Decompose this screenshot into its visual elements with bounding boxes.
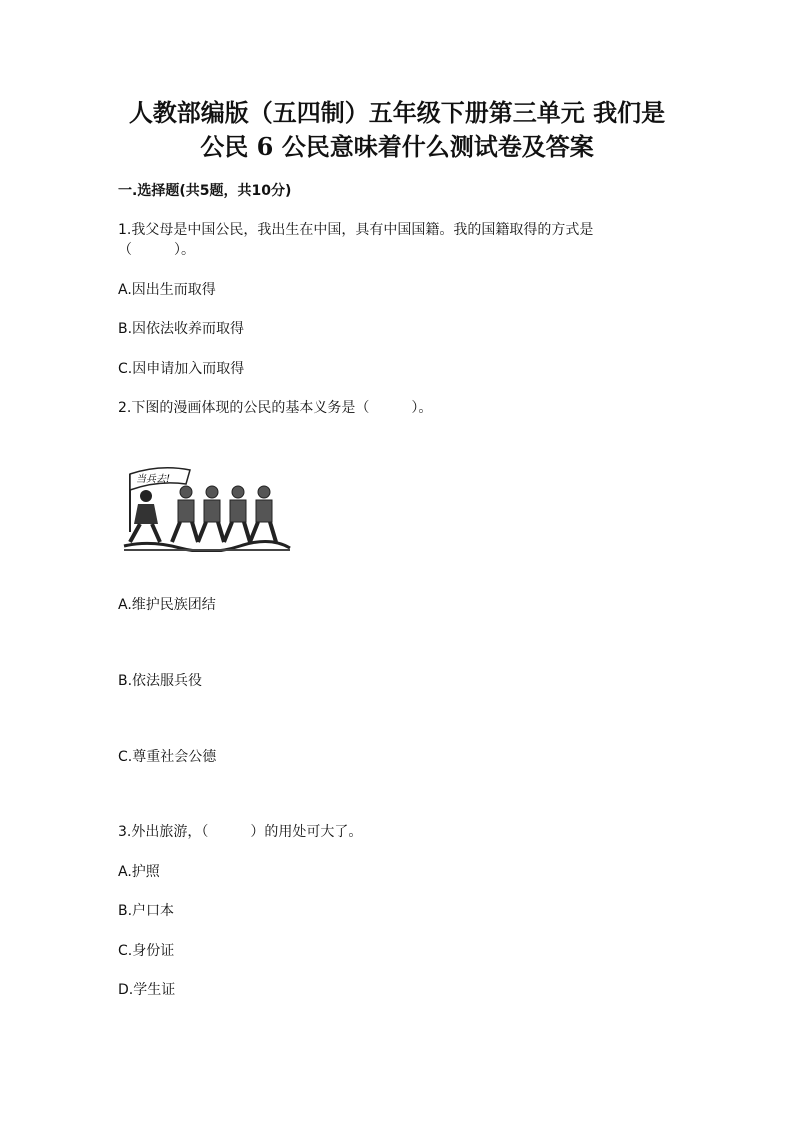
question-1-option-a: A.因出生而取得 (118, 282, 216, 298)
soldier-cartoon-image (120, 462, 292, 552)
question-1-option-b: B.因依法收养而取得 (118, 321, 245, 337)
title-line-1: 人教部编版（五四制）五年级下册第三单元 我们是 (128, 98, 666, 127)
flag-text: 当兵去! (136, 474, 171, 485)
title-line-2: 公民 6 公民意味着什么测试卷及答案 (200, 132, 594, 161)
question-2-option-c: C.尊重社会公德 (118, 749, 217, 765)
question-3-option-a: A.护照 (118, 864, 160, 880)
question-1-stem-line-1: 1.我父母是中国公民，我出生在中国，具有中国国籍。我的国籍取得的方式是 (118, 222, 594, 238)
question-3-stem: 3.外出旅游，（ ）的用处可大了。 (118, 824, 363, 840)
section-heading: 一.选择题(共5题，共10分) (118, 183, 292, 199)
question-2-option-b: B.依法服兵役 (118, 673, 203, 689)
question-3-option-b: B.户口本 (118, 903, 175, 919)
question-1-stem-line-2: （ ）。 (118, 242, 195, 258)
question-3-option-d: D.学生证 (118, 982, 176, 998)
question-1-option-c: C.因申请加入而取得 (118, 361, 245, 377)
document-title (60, 96, 734, 164)
question-2-option-a: A.维护民族团结 (118, 597, 216, 613)
question-3-option-c: C.身份证 (118, 943, 175, 959)
question-2-stem: 2.下图的漫画体现的公民的基本义务是（ ）。 (118, 400, 433, 416)
